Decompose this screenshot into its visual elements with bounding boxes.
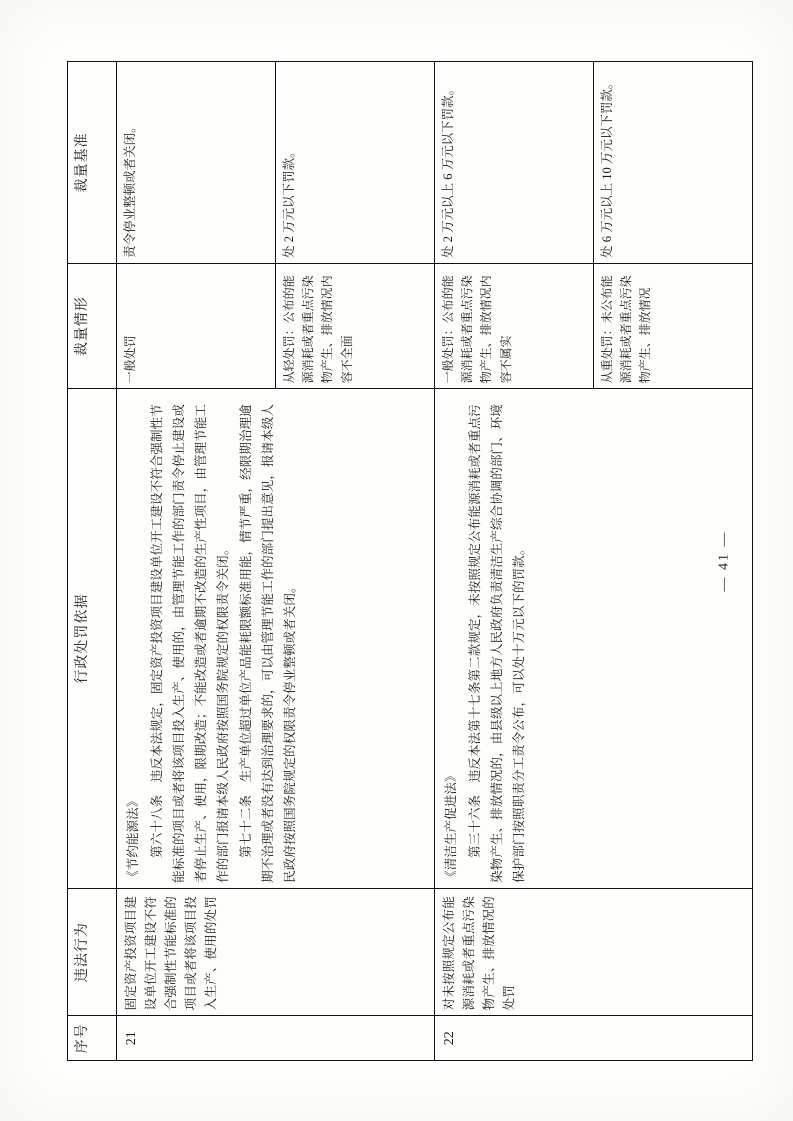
rotated-table-wrapper (67, 61, 727, 1061)
column-header-standard: 裁量基准 (67, 61, 116, 263)
penalty-discretion-table (67, 61, 753, 1061)
column-header-basis: 行政处罚依据 (67, 388, 116, 888)
discretion-standard: 处 2 万元以上 6 万元以下罚款。 (434, 61, 593, 263)
row-number: 21 (116, 1015, 434, 1060)
law-article: 第七十二条 生产单位超过单位产品能耗限额标准用能，情节严重，经限期治理逾期不治理或者没有达到治理要求的，可以由管理节能工作的部门提出意见，报请本级人民政府按照国务院规定的权限责令停业整顿或者关闭。 (238, 403, 297, 883)
row-number: 22 (434, 1015, 752, 1060)
violation-act: 固定资产投资项目建设单位开工建设不符合强制性节能标准的项目或者将该项目投入生产、使用的处罚 (116, 888, 434, 1016)
discretion-standard: 责令停业整顿或者关闭。 (116, 61, 275, 263)
column-header-case: 裁量情形 (67, 263, 116, 388)
discretion-standard: 处 2 万元以下罚款。 (275, 61, 434, 263)
law-article: 第六十八条 违反本法规定，固定资产投资项目建设单位开工建设不符合强制性节能标准的项目或者将该项目投入生产、使用的，由管理节能工作的部门责令停止建设或者停止生产、使用，限期改造；不能改造或者逾期不改造的生产性项目，由管理节能工作的部门报请本级人民政府按照国务院规定的权限责令关闭。 (149, 403, 229, 883)
discretion-case: 从轻处罚：公布的能源消耗或者重点污染物产生、排放情况内容不全面 (275, 263, 434, 388)
discretion-case: 一般处罚：公布的能源消耗或者重点污染物产生、排放情况内容不属实 (434, 263, 593, 388)
discretion-case: 一般处罚 (116, 263, 275, 388)
law-title: 《清洁生产促进法》 (443, 768, 458, 883)
law-title: 《节约能源法》 (125, 794, 140, 883)
table-header-row (67, 61, 116, 1060)
penalty-basis (434, 388, 752, 888)
violation-act: 对未按照规定公布能源消耗或者重点污染物产生、排放情况的处罚 (434, 888, 752, 1016)
page-number: — 41 — (716, 530, 732, 591)
law-article: 第三十六条 违反本法第十七条第二款规定，未按照规定公布能源消耗或者重点污染物产生、排放情况的，由县级以上地方人民政府负责清洁生产综合协调的部门、环境保护部门按照职责分工责令公布，可以处十万元以下的罚款。 (467, 403, 526, 883)
table-row (434, 61, 593, 1060)
discretion-standard: 处 6 万元以上 10 万元以下罚款。 (593, 61, 752, 263)
penalty-basis (116, 388, 434, 888)
table-row (116, 61, 275, 1060)
column-header-act: 违法行为 (67, 888, 116, 1016)
discretion-case: 从重处罚：未公布能源消耗或者重点污染物产生、排放情况 (593, 263, 752, 388)
column-header-no: 序号 (67, 1015, 116, 1060)
